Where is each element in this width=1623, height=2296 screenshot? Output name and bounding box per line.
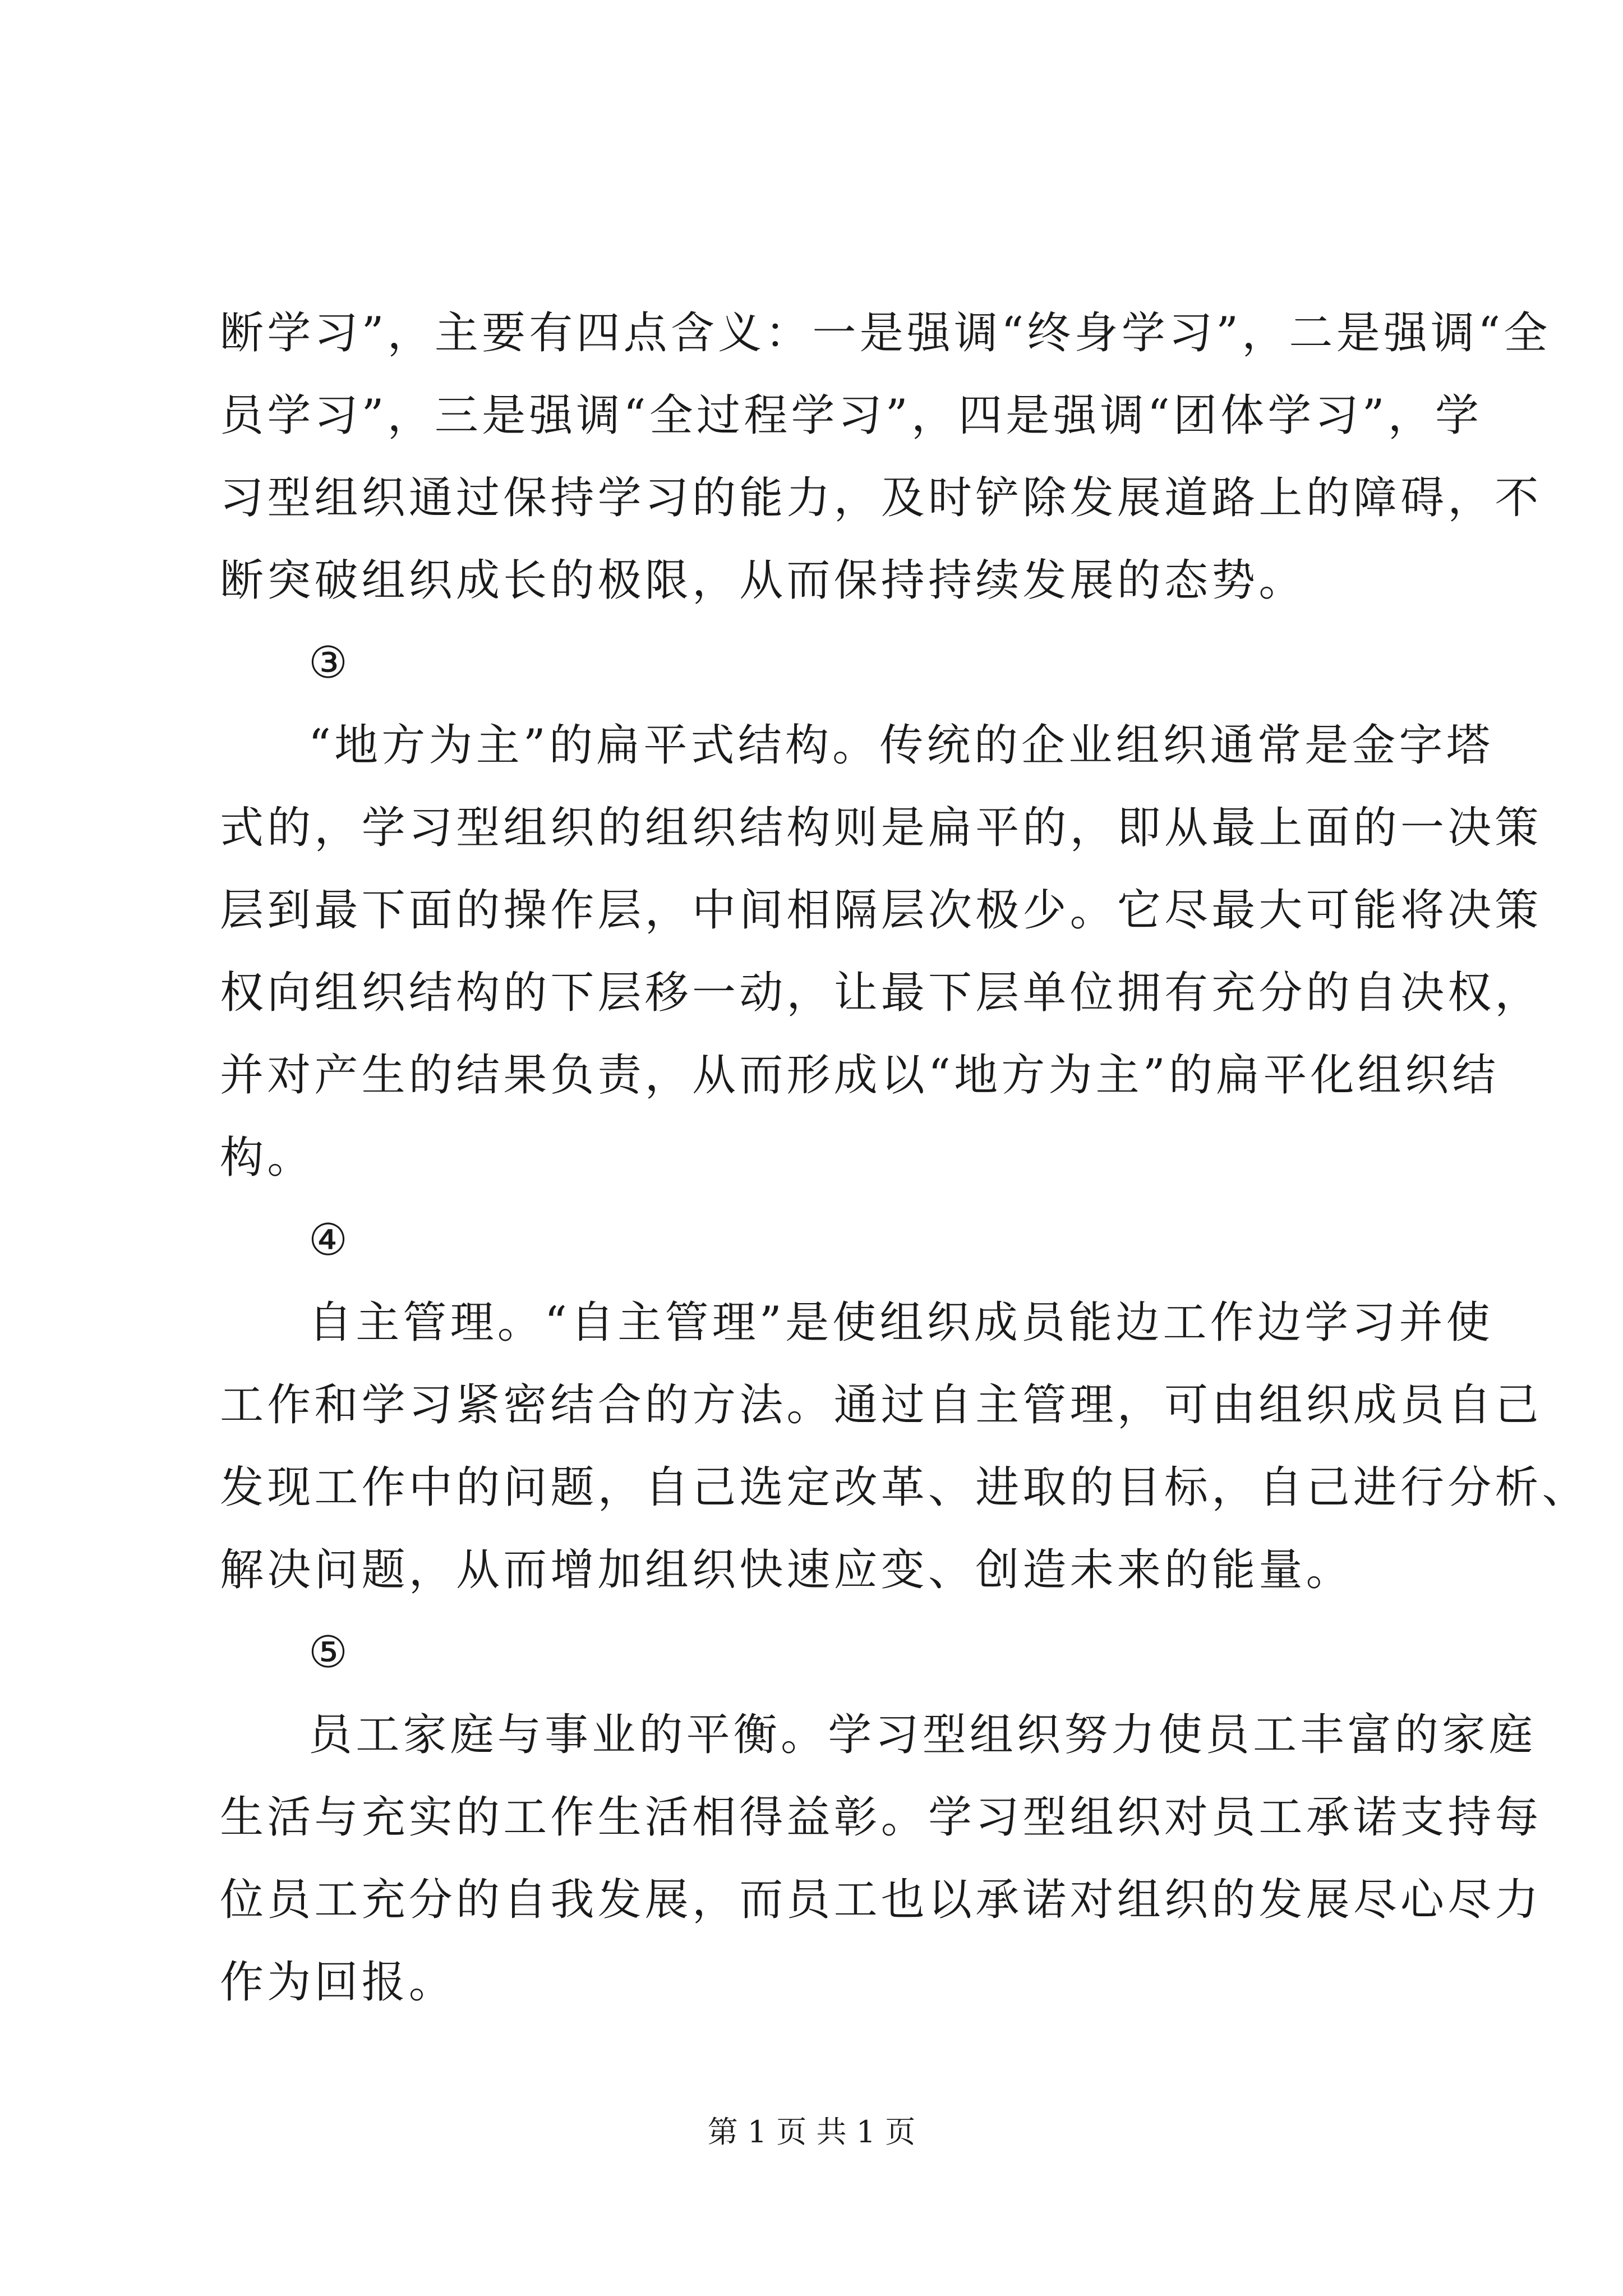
text-line: 发现工作中的问题，自己选定改革、进取的目标，自己进行分析、 — [220, 1462, 1589, 1513]
text-line: 生活与充实的工作生活相得益彰。学习型组织对员工承诺支持每 — [220, 1792, 1542, 1843]
paragraph-start: “地方为主”的扁平式结构。传统的企业组织通常是金字塔 — [308, 720, 1493, 771]
text-line: 解决问题，从而增加组织快速应变、创造未来的能量。 — [220, 1545, 1353, 1595]
text-line: 习型组织通过保持学习的能力，及时铲除发展道路上的障碍，不 — [220, 473, 1542, 523]
text-line: 作为回报。 — [220, 1957, 457, 2008]
section-marker-3: ③ — [308, 638, 348, 688]
page-footer: 第 1 页 共 1 页 — [707, 2114, 916, 2150]
text-line: 断突破组织成长的极限，从而保持持续发展的态势。 — [220, 555, 1306, 606]
text-line: 工作和学习紧密结合的方法。通过自主管理，可由组织成员自己 — [220, 1380, 1542, 1430]
section-marker-4: ④ — [308, 1215, 348, 1266]
paragraph-start: 员工家庭与事业的平衡。学习型组织努力使员工丰富的家庭 — [308, 1710, 1537, 1760]
text-line: 位员工充分的自我发展，而员工也以承诺对组织的发展尽心尽力 — [220, 1875, 1542, 1925]
text-line: 式的，学习型组织的组织结构则是扁平的，即从最上面的一决策 — [220, 803, 1542, 853]
text-line: 并对产生的结果负责，从而形成以“地方为主”的扁平化组织结 — [220, 1050, 1500, 1101]
section-marker-5: ⑤ — [308, 1627, 348, 1678]
paragraph-start: 自主管理。“自主管理”是使组织成员能边工作边学习并使 — [308, 1297, 1493, 1348]
text-line: 层到最下面的操作层，中间相隔层次极少。它尽最大可能将决策 — [220, 885, 1542, 936]
text-line: 员学习”，三是强调“全过程学习”，四是强调“团体学习”，学 — [220, 390, 1483, 441]
text-line: 断学习”，主要有四点含义：一是强调“终身学习”，二是强调“全 — [220, 308, 1551, 358]
body-text — [220, 303, 1589, 2035]
text-line: 权向组织结构的下层移一动，让最下层单位拥有充分的自决权， — [220, 968, 1542, 1018]
text-line: 构。 — [220, 1133, 315, 1183]
